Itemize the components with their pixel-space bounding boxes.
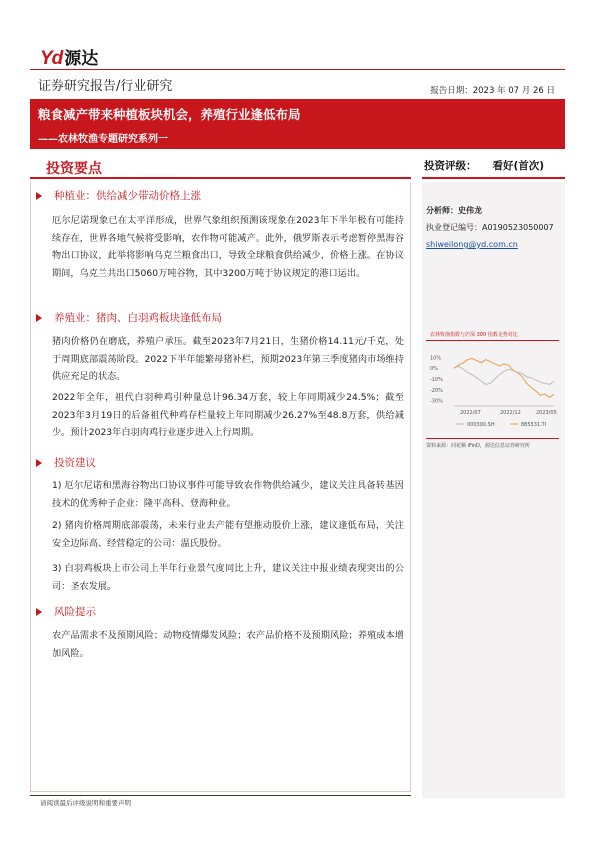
paragraph: 2022年全年，祖代白羽种鸡引种量总计96.34万套，较上年同期减少24.5%；截至2023年3月19日的后备祖代种鸡存栏量较上年同期减少26.27%至48.8万套，供给减少。预计2023年白羽肉鸡行业逐步进入上行周期。 — [52, 392, 404, 438]
report-subtitle: ——农林牧渔专题研究系列一 — [38, 134, 168, 145]
heading-breeding — [36, 310, 222, 325]
series-line-885531.TI — [454, 359, 554, 398]
investment-rating — [424, 158, 544, 173]
analyst-email-link[interactable]: shiweilong@yd.com.cn — [426, 240, 518, 249]
license-number: 执业登记编号：A0190523050007 — [426, 223, 554, 232]
chart-source-rule — [426, 438, 559, 439]
arrow-bullet-icon — [36, 192, 42, 200]
x-tick-label: 2022/12 — [500, 410, 521, 416]
paragraph: 农产品需求不及预期风险；动物疫情爆发风险；农产品价格不及预期风险；养殖成本增加风险。 — [52, 630, 404, 659]
sidebar-panel — [422, 182, 565, 798]
series-line-000300.SH — [454, 366, 554, 384]
arrow-bullet-icon — [36, 459, 42, 467]
rating-label: 投资评级： — [424, 160, 477, 172]
report-title: 粮食减产带来种植板块机会，养殖行业逢低布局 — [38, 107, 301, 122]
y-tick-label: -10% — [430, 377, 443, 383]
section-underline — [30, 177, 411, 179]
legend-label: 885531.TI — [521, 422, 547, 428]
company-logo — [40, 44, 98, 70]
y-tick-label: 10% — [430, 355, 442, 362]
section-title: 投资要点 — [46, 161, 102, 177]
x-tick-label: 2023/05 — [536, 410, 557, 416]
y-tick-label: -30% — [430, 398, 443, 405]
header-divider — [30, 69, 565, 70]
paragraph: 3) 白羽鸡板块上市公司上半年行业景气度同比上升，建议关注中报业绩表现突出的公司：圣农发展。 — [52, 563, 404, 592]
heading-text: 风险提示 — [54, 606, 96, 618]
heading-advice — [36, 455, 96, 470]
footer-disclaimer: 请阅读最后评级说明和重要声明 — [40, 799, 131, 807]
logo-text: 源达 — [64, 49, 99, 69]
logo-mark: Yd — [40, 48, 63, 69]
paragraph: 1) 厄尔尼诺和黑海谷物出口协议事件可能导致农作物供给减少，建议关注具备转基因技术的优秀种子企业：隆平高科、登海种业。 — [52, 480, 404, 509]
heading-planting — [36, 188, 201, 203]
arrow-bullet-icon — [36, 314, 42, 322]
analyst-name: 分析师：史伟龙 — [426, 206, 482, 215]
chart-title-rule — [426, 340, 559, 341]
report-type: 证券研究报告/行业研究 — [38, 79, 173, 94]
rating-value: 看好(首次) — [492, 160, 545, 172]
chart-source: 资料来源：同花顺 iFinD，源达信息证券研究所 — [426, 443, 530, 449]
paragraph: 2) 猪肉价格周期底部震荡，未来行业去产能有望推动股价上涨，建议逢低布局，关注安全边际高、经营稳定的公司：温氏股份。 — [52, 520, 404, 549]
legend-label: 000300.SH — [467, 422, 495, 428]
heading-text: 投资建议 — [54, 457, 96, 469]
heading-risk — [36, 604, 96, 619]
x-tick-label: 2022/07 — [460, 410, 481, 416]
chart-title: 农林牧渔指数与沪深 300 指数走势对比 — [430, 332, 518, 338]
heading-text: 种植业：供给减少带动价格上涨 — [54, 190, 201, 202]
heading-text: 养殖业：猪肉、白羽鸡板块逢低布局 — [54, 312, 222, 324]
footer-rule — [30, 795, 411, 796]
y-tick-label: 0% — [430, 366, 438, 373]
arrow-bullet-icon — [36, 608, 42, 616]
report-date: 报告日期：2023 年 07 月 26 日 — [430, 86, 555, 96]
paragraph: 厄尔尼诺现象已在太平洋形成，世界气象组织预测该现象在2023年下半年极有可能持续存在，世界各地气候将受影响，农作物可能减产。此外，俄罗斯表示考虑暂停黑海谷物出口协议，此举将影响乌克兰粮食出口，导致全球粮食供给减少，价格上涨。在协议期间，乌克兰共出口5060万吨谷物，其中3200万吨于协议规定的港口运出。 — [52, 215, 404, 279]
paragraph: 猪肉价格仍在磨底，养殖户承压。截至2023年7月21日，生猪价格14.11元/千克，处于周期底部震荡阶段。2022下半年能繁母猪补栏，预期2023年第三季度猪肉市场维持供应充足的状态。 — [52, 336, 404, 382]
y-tick-label: -20% — [430, 387, 443, 394]
rating-underline — [422, 177, 565, 179]
index-comparison-chart — [428, 346, 558, 432]
chart-svg — [428, 346, 558, 432]
